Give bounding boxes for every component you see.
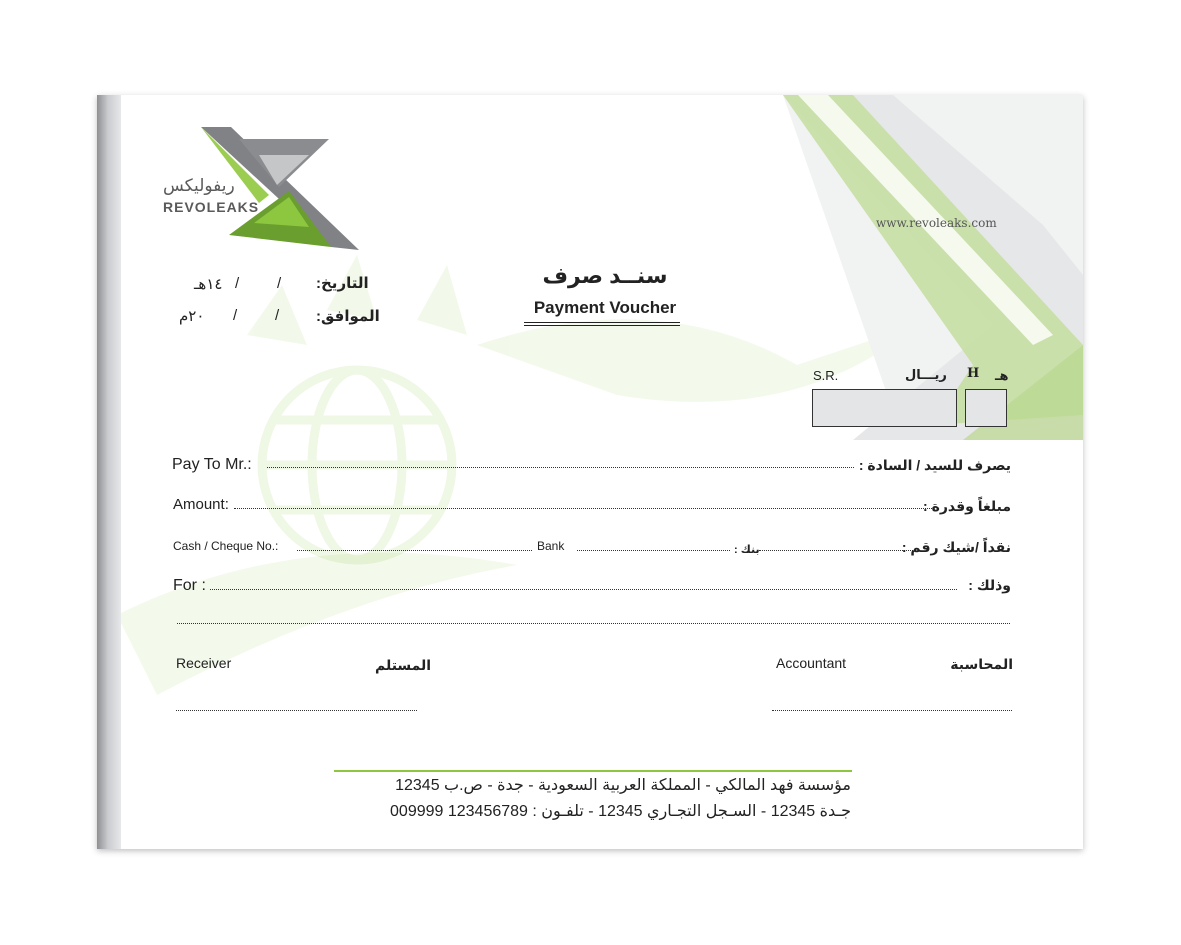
website-url[interactable]: www.revoleaks.com (876, 216, 997, 230)
footer-company-address: مؤسسة فهد المالكي - المملكة العربية السعودية - جدة - ص.ب 12345 (395, 777, 851, 794)
cheque-number-line[interactable] (297, 550, 532, 551)
bank-line-arabic[interactable] (759, 550, 913, 551)
date-separator: / (275, 307, 280, 324)
cash-cheque-label-arabic: نقداً /شيك رقم : (901, 539, 1011, 555)
for-label-arabic: وذلك : (968, 577, 1011, 593)
receiver-label-arabic: المستلم (375, 657, 432, 673)
title-underline (524, 322, 680, 323)
binding-spine (97, 95, 121, 849)
halala-h-label: H (967, 366, 980, 381)
title-arabic: سنــد صرف (542, 263, 668, 288)
pay-to-label: Pay To Mr.: (172, 456, 252, 473)
pay-to-label-arabic: يصرف للسيد / السادة : (858, 457, 1011, 473)
for-line[interactable] (210, 589, 957, 590)
accountant-label-arabic: المحاسبة (950, 656, 1013, 672)
amount-line[interactable] (234, 508, 934, 509)
cash-cheque-label: Cash / Cheque No.: (173, 539, 279, 553)
title-english: Payment Voucher (533, 298, 677, 317)
footer-registration-phone: جـدة 12345 - السـجل التجـاري 12345 - تلفـون : 123456789 009999 (390, 803, 851, 820)
hijri-date-label: التاريخ: (316, 275, 369, 292)
amount-label: Amount: (173, 496, 229, 513)
halala-amount-box[interactable] (965, 389, 1007, 427)
footer-divider (334, 770, 852, 772)
hijri-year-suffix: ١٤هـ (194, 276, 223, 293)
title-underline (524, 325, 680, 326)
date-separator: / (233, 307, 238, 324)
gregorian-date-label: الموافق: (316, 308, 380, 325)
receiver-label: Receiver (176, 655, 232, 671)
bank-label: Bank (537, 539, 565, 553)
gregorian-year-suffix: ٢٠م (179, 308, 205, 325)
bank-label-arabic: بنك : (734, 544, 760, 556)
pay-to-line[interactable] (267, 467, 854, 468)
date-separator: / (277, 275, 282, 292)
for-line-second[interactable] (177, 623, 1010, 624)
riyal-amount-box[interactable] (812, 389, 957, 427)
riyal-label: ريـــال (905, 367, 947, 382)
logo-arabic-name: ريفوليكس (163, 176, 235, 195)
date-separator: / (235, 275, 240, 292)
bank-line[interactable] (577, 550, 730, 551)
accountant-signature-line[interactable] (772, 710, 1012, 711)
sr-label: S.R. (813, 368, 839, 383)
logo-english-name: REVOLEAKS (163, 199, 260, 215)
accountant-label: Accountant (776, 655, 847, 671)
halala-label: هـ (995, 368, 1009, 383)
for-label: For : (173, 577, 206, 594)
receiver-signature-line[interactable] (176, 710, 417, 711)
payment-voucher (97, 95, 1083, 849)
amount-label-arabic: مبلغاً وقدرة : (923, 498, 1011, 514)
